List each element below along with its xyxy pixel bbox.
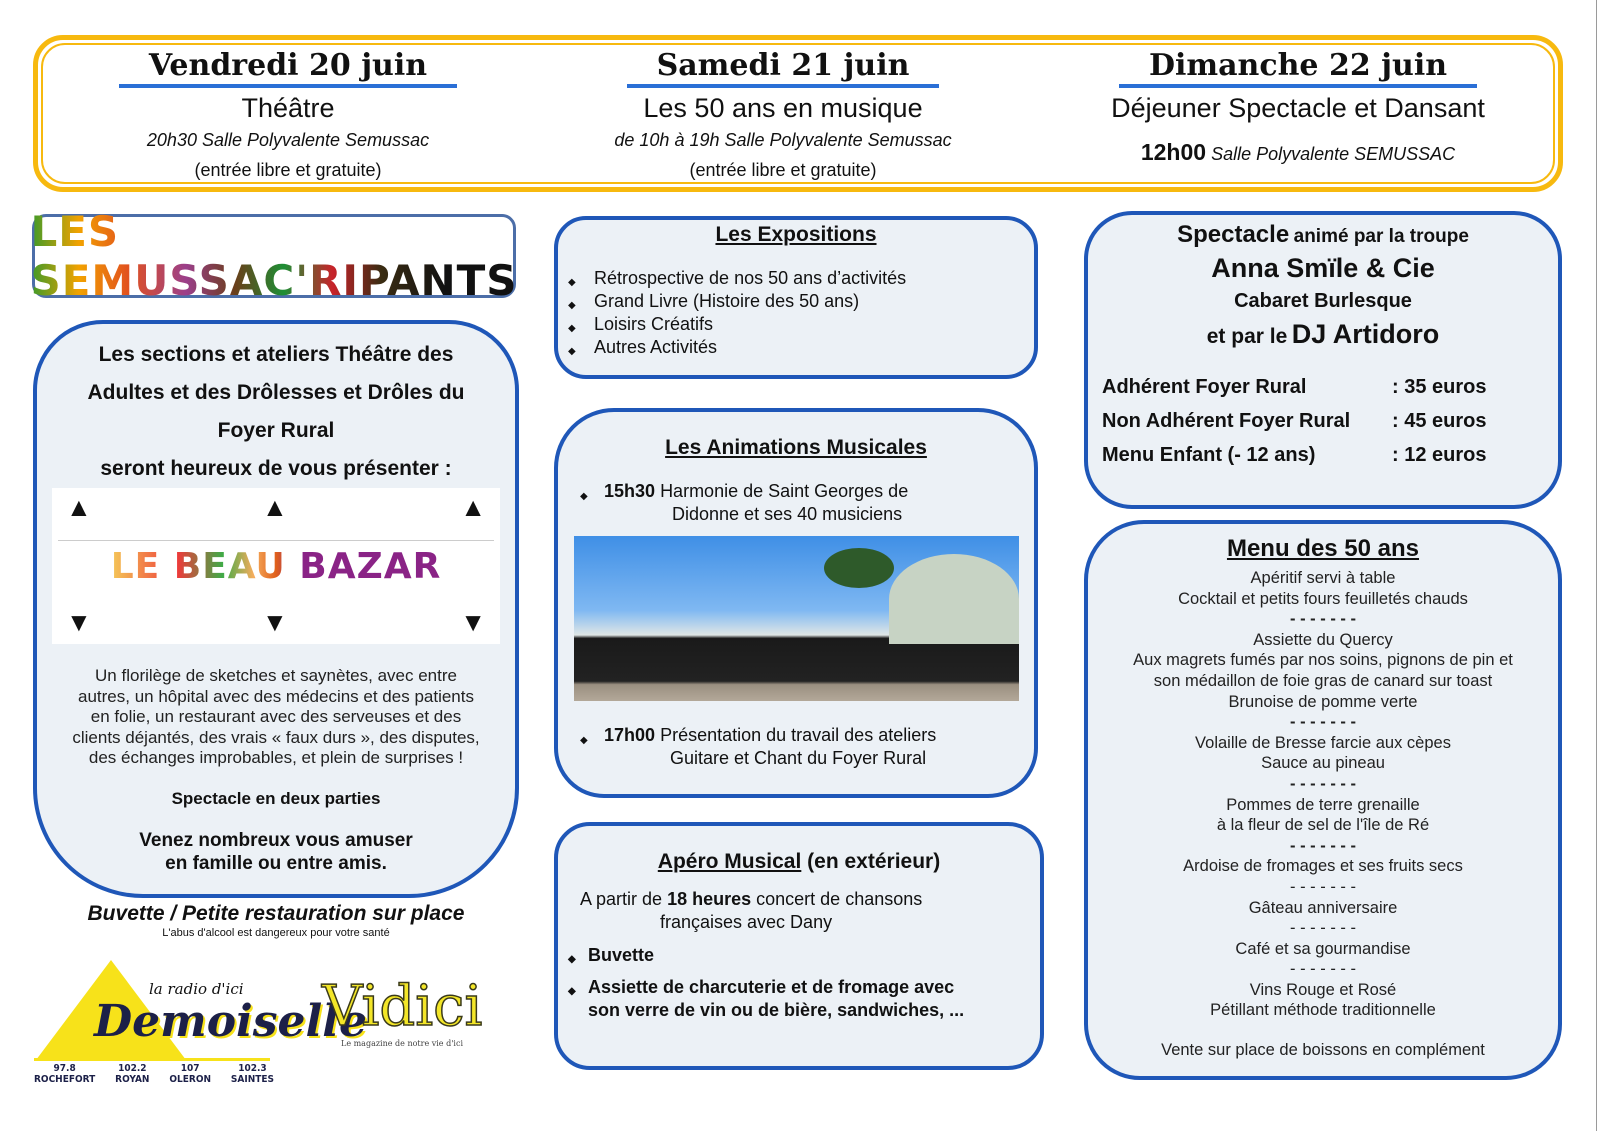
vidici-name: Vidici bbox=[322, 974, 483, 1039]
spotlight-icon: ▲ bbox=[460, 492, 486, 522]
le-beau-bazar-image bbox=[52, 488, 500, 644]
exposition-item: ◆ Grand Livre (Histoire des 50 ans) bbox=[558, 290, 1034, 313]
show-title: LE BEAU BAZAR bbox=[52, 546, 500, 587]
animation-text: Guitare et Chant du Foyer Rural bbox=[670, 748, 927, 768]
animation-text: Présentation du travail des ateliers bbox=[660, 725, 937, 745]
troupe-name: Anna Smïle & Cie bbox=[1211, 253, 1435, 283]
invite-line: en famille ou entre amis. bbox=[165, 852, 387, 874]
price-table bbox=[1088, 370, 1558, 472]
intro-line: seront heureux de vous présenter : bbox=[100, 457, 452, 480]
spotlight-icon: ▼ bbox=[66, 607, 92, 637]
animations-title: Les Animations Musicales bbox=[665, 436, 927, 459]
day-place: 20h30 Salle Polyvalente Semussac bbox=[146, 130, 430, 150]
description-line: Un florilège de sketches et saynètes, avec entre bbox=[95, 666, 457, 685]
menu-box bbox=[1084, 520, 1562, 1080]
spotlight-icon: ▲ bbox=[262, 492, 288, 522]
description-line: autres, un hôpital avec des médecins et des patients bbox=[78, 686, 474, 706]
page-edge bbox=[1596, 0, 1597, 1131]
description-line: clients déjantés, des vrais « faux durs », des disputes, bbox=[72, 727, 480, 747]
radio-demoiselle-logo bbox=[34, 960, 367, 1095]
day-date: Vendredi 20 juin bbox=[119, 48, 457, 88]
exposition-item: ◆ Loisirs Créatifs bbox=[558, 313, 1034, 336]
description-line: des échanges improbables, et plein de surprises ! bbox=[88, 748, 464, 767]
animation-item bbox=[558, 724, 1034, 770]
spotlight-icon: ▼ bbox=[262, 607, 288, 637]
expositions-title: Les Expositions bbox=[715, 223, 877, 246]
day-event: Les 50 ans en musique bbox=[643, 93, 923, 123]
theatre-box bbox=[33, 320, 519, 898]
menu-separator: - - - - - - - bbox=[1290, 836, 1356, 855]
animation-time: 15h30 bbox=[604, 481, 656, 501]
logo-text: LES SEMUSSAC'RIPANTS bbox=[30, 207, 518, 305]
apero-title: Apéro Musical bbox=[657, 850, 802, 873]
menu-line: Aux magrets fumés par nos soins, pignons de pin et bbox=[1133, 651, 1513, 670]
semussacripants-logo bbox=[30, 207, 518, 305]
exposition-item: ◆ Rétrospective de nos 50 ans d’activités bbox=[558, 267, 1034, 290]
menu-line: Volaille de Bresse farcie aux cèpes bbox=[1195, 733, 1451, 752]
menu-separator: - - - - - - - bbox=[1290, 919, 1356, 938]
menu-lines bbox=[1088, 568, 1558, 1021]
diamond-bullet-icon: ◆ bbox=[580, 735, 588, 746]
apero-item: ◆ Assiette de charcuterie et de fromage avec bbox=[558, 976, 1040, 999]
buvette-text: Buvette / Petite restauration sur place bbox=[87, 902, 465, 925]
radio-freq: 97.8 ROCHEFORT bbox=[34, 1063, 96, 1085]
day-date: Samedi 21 juin bbox=[627, 48, 940, 88]
apero-item-cont: son verre de vin ou de bière, sandwiches, ... bbox=[588, 1000, 965, 1020]
menu-line: Pétillant méthode traditionnelle bbox=[1210, 1001, 1436, 1020]
menu-line: Sauce au pineau bbox=[1261, 754, 1385, 773]
animations-box bbox=[554, 408, 1038, 798]
menu-separator: - - - - - - - bbox=[1290, 877, 1356, 896]
exposition-item: ◆ Autres Activités bbox=[558, 336, 1034, 359]
menu-line: Brunoise de pomme verte bbox=[1228, 692, 1418, 711]
intro-line: Adultes et des Drôlesses et Drôles du bbox=[87, 381, 465, 404]
day-sunday bbox=[1053, 48, 1543, 169]
apero-intro: A partir de 18 heures concert de chansons françaises avec Dany bbox=[580, 889, 923, 932]
day-saturday bbox=[573, 48, 993, 185]
menu-separator: - - - - - - - bbox=[1290, 610, 1356, 629]
radio-tagline: la radio d'ici bbox=[149, 980, 244, 998]
apero-box bbox=[554, 822, 1044, 1070]
day-event: Théâtre bbox=[241, 93, 335, 123]
menu-line: à la fleur de sel de l'île de Ré bbox=[1216, 816, 1430, 835]
day-time: 12h00 bbox=[1140, 139, 1207, 165]
day-time-place bbox=[1053, 137, 1543, 169]
day-place: de 10h à 19h Salle Polyvalente Semussac bbox=[614, 130, 952, 150]
expositions-box bbox=[554, 216, 1038, 379]
menu-title: Menu des 50 ans bbox=[1226, 535, 1420, 562]
apero-title-row bbox=[558, 850, 1040, 874]
spectacle-box bbox=[1084, 211, 1562, 509]
radio-freq: 102.3 SAINTES bbox=[230, 1063, 274, 1085]
header-band bbox=[33, 35, 1563, 192]
price-row: Adhérent Foyer Rural : 35 euros bbox=[1102, 376, 1487, 398]
day-note: (entrée libre et gratuite) bbox=[689, 160, 877, 180]
intro-line: Les sections et ateliers Théâtre des bbox=[98, 343, 454, 366]
radio-name: Demoiselle bbox=[94, 996, 367, 1047]
harmonie-band-photo bbox=[574, 536, 1019, 701]
menu-line: son médaillon de foie gras de canard sur toast bbox=[1153, 671, 1493, 690]
dj-line: et par le DJ Artidoro bbox=[1206, 319, 1440, 349]
price-row: Non Adhérent Foyer Rural : 45 euros bbox=[1102, 410, 1487, 432]
day-friday bbox=[78, 48, 498, 185]
menu-separator: - - - - - - - bbox=[1290, 774, 1356, 793]
day-place: Salle Polyvalente SEMUSSAC bbox=[1211, 144, 1456, 164]
menu-footer: Vente sur place de boissons en complément bbox=[1161, 1041, 1485, 1060]
apero-title-suffix: (en extérieur) bbox=[807, 850, 941, 873]
price-row: Menu Enfant (- 12 ans) : 12 euros bbox=[1102, 444, 1487, 466]
parts-text: Spectacle en deux parties bbox=[171, 788, 381, 808]
intro-line: Foyer Rural bbox=[217, 419, 335, 442]
menu-line: Pommes de terre grenaille bbox=[1226, 795, 1420, 814]
day-note: (entrée libre et gratuite) bbox=[194, 160, 382, 180]
diamond-bullet-icon: ◆ bbox=[580, 491, 588, 502]
vidici-logo bbox=[322, 975, 482, 1065]
apero-item: ◆ Buvette bbox=[558, 944, 1040, 967]
spotlight-icon: ▲ bbox=[66, 492, 92, 522]
menu-line: Café et sa gourmandise bbox=[1235, 939, 1411, 958]
animation-text: Harmonie de Saint Georges de bbox=[660, 481, 909, 501]
menu-line: Gâteau anniversaire bbox=[1248, 898, 1398, 917]
alcohol-warning: L'abus d'alcool est dangereux pour votre santé bbox=[162, 927, 390, 939]
radio-freq: 107 OLERON bbox=[169, 1063, 211, 1085]
spotlight-icon: ▼ bbox=[460, 607, 486, 637]
menu-separator: - - - - - - - bbox=[1290, 960, 1356, 979]
radio-freq: 102.2 ROYAN bbox=[115, 1063, 150, 1085]
description-line: en folie, un restaurant avec des serveuses et des bbox=[90, 707, 462, 726]
menu-line: Assiette du Quercy bbox=[1253, 630, 1393, 649]
genre: Cabaret Burlesque bbox=[1234, 290, 1412, 312]
day-event: Déjeuner Spectacle et Dansant bbox=[1111, 93, 1485, 123]
menu-line: Cocktail et petits fours feuilletés chauds bbox=[1178, 589, 1468, 608]
vidici-tagline: Le magazine de notre vie d'ici bbox=[341, 1039, 463, 1048]
invite-line: Venez nombreux vous amuser bbox=[139, 829, 413, 851]
menu-line: Apéritif servi à table bbox=[1250, 569, 1396, 587]
day-date: Dimanche 22 juin bbox=[1119, 48, 1477, 88]
menu-separator: - - - - - - - bbox=[1290, 713, 1356, 732]
animation-text: Didonne et ses 40 musiciens bbox=[672, 504, 903, 524]
animation-item bbox=[558, 480, 1034, 526]
spectacle-line: Spectacle animé par la troupe bbox=[1177, 221, 1469, 248]
menu-line: Ardoise de fromages et ses fruits secs bbox=[1183, 857, 1463, 876]
animation-time: 17h00 bbox=[604, 725, 656, 745]
menu-line: Vins Rouge et Rosé bbox=[1249, 980, 1397, 999]
